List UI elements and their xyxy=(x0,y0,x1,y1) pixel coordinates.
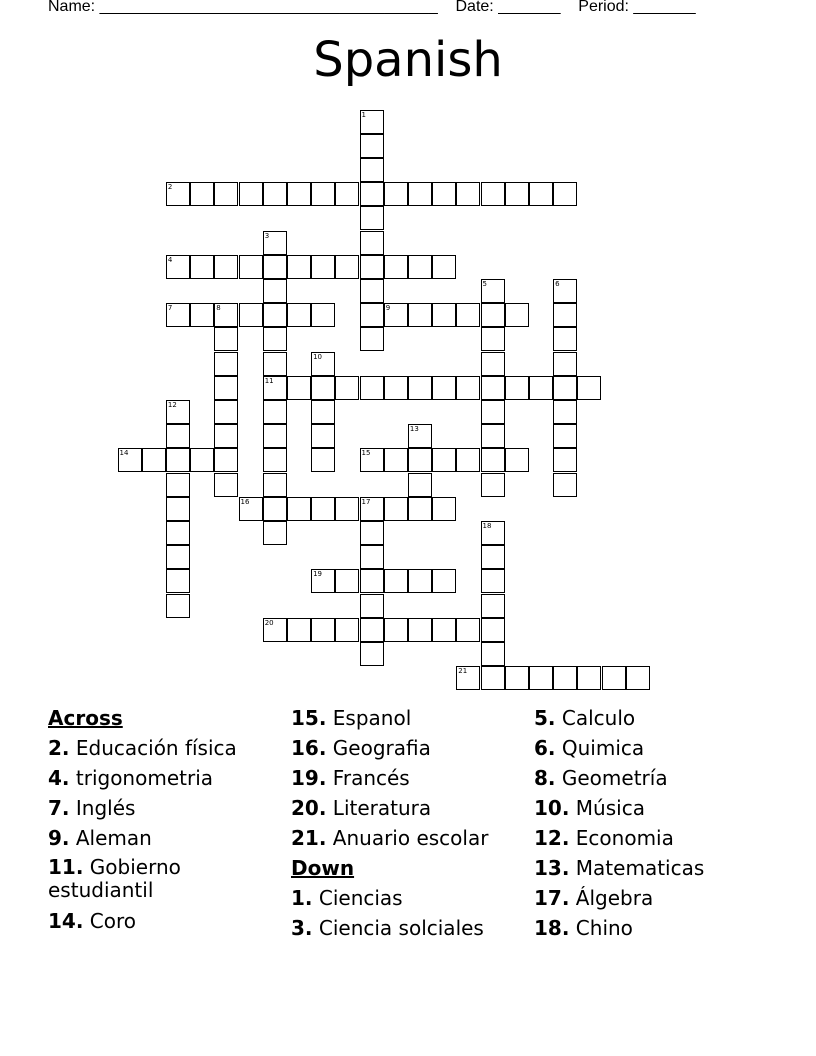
clue-across-21: 21. Anuario escolar xyxy=(291,826,489,850)
grid-cell[interactable] xyxy=(214,327,238,351)
grid-cell[interactable] xyxy=(456,448,480,472)
grid-cell[interactable] xyxy=(360,231,384,255)
grid-cell[interactable] xyxy=(408,569,432,593)
grid-cell[interactable] xyxy=(456,182,480,206)
grid-cell[interactable] xyxy=(456,618,480,642)
clue-number: 8 xyxy=(216,304,221,313)
grid-cell[interactable] xyxy=(432,497,456,521)
grid-cell[interactable] xyxy=(263,473,287,497)
across-heading: Across xyxy=(48,706,123,730)
grid-cell[interactable] xyxy=(360,279,384,303)
grid-cell[interactable] xyxy=(311,448,335,472)
period-field[interactable]: Period: _______ xyxy=(578,0,696,15)
grid-cell[interactable] xyxy=(408,255,432,279)
grid-cell[interactable] xyxy=(553,303,577,327)
clue-number: 5 xyxy=(482,279,487,288)
clue-number: 3 xyxy=(264,231,270,240)
grid-cell[interactable] xyxy=(360,110,384,134)
grid-cell[interactable] xyxy=(335,618,359,642)
grid-cell[interactable] xyxy=(481,448,505,472)
grid-cell[interactable] xyxy=(481,376,505,400)
grid-cell[interactable] xyxy=(214,376,238,400)
grid-cell[interactable] xyxy=(481,400,505,424)
clue-number: 20 xyxy=(264,618,274,627)
grid-cell[interactable] xyxy=(263,182,287,206)
grid-cell[interactable] xyxy=(505,376,529,400)
down-heading: Down xyxy=(291,856,355,880)
grid-cell[interactable] xyxy=(481,642,505,666)
clue-down-18: 18. Chino xyxy=(534,916,633,940)
grid-cell[interactable] xyxy=(287,497,311,521)
clue-number: 13 xyxy=(409,425,419,434)
grid-cell[interactable] xyxy=(287,376,311,400)
grid-cell[interactable] xyxy=(553,279,577,303)
grid-cell[interactable] xyxy=(553,400,577,424)
grid-cell[interactable] xyxy=(360,255,384,279)
grid-cell[interactable] xyxy=(166,424,190,448)
grid-cell[interactable] xyxy=(481,473,505,497)
clue-across-15: 15. Espanol xyxy=(291,706,412,730)
grid-cell[interactable] xyxy=(263,521,287,545)
grid-cell[interactable] xyxy=(311,497,335,521)
grid-cell[interactable] xyxy=(263,376,287,400)
grid-cell[interactable] xyxy=(214,255,238,279)
grid-cell[interactable] xyxy=(214,182,238,206)
grid-cell[interactable] xyxy=(384,497,408,521)
grid-cell[interactable] xyxy=(263,618,287,642)
grid-cell[interactable] xyxy=(360,134,384,158)
grid-cell[interactable] xyxy=(287,618,311,642)
grid-cell[interactable] xyxy=(360,182,384,206)
grid-cell[interactable] xyxy=(529,666,553,690)
grid-cell[interactable] xyxy=(602,666,626,690)
grid-cell[interactable] xyxy=(263,255,287,279)
grid-cell[interactable] xyxy=(505,666,529,690)
grid-cell[interactable] xyxy=(335,569,359,593)
grid-cell[interactable] xyxy=(481,327,505,351)
grid-cell[interactable] xyxy=(239,497,263,521)
grid-cell[interactable] xyxy=(166,255,190,279)
grid-cell[interactable] xyxy=(432,376,456,400)
clue-number: 16 xyxy=(240,497,250,506)
grid-cell[interactable] xyxy=(360,376,384,400)
clue-down-10: 10. Música xyxy=(534,796,645,820)
grid-cell[interactable] xyxy=(335,182,359,206)
grid-cell[interactable] xyxy=(408,448,432,472)
grid-cell[interactable] xyxy=(360,327,384,351)
grid-cell[interactable] xyxy=(360,545,384,569)
clue-across-19: 19. Francés xyxy=(291,766,410,790)
grid-cell[interactable] xyxy=(432,448,456,472)
clue-down-8: 8. Geometría xyxy=(534,766,668,790)
clue-down-13: 13. Matematicas xyxy=(534,856,705,880)
grid-cell[interactable] xyxy=(384,182,408,206)
grid-cell[interactable] xyxy=(408,424,432,448)
grid-cell[interactable] xyxy=(287,255,311,279)
grid-cell[interactable] xyxy=(166,448,190,472)
grid-cell[interactable] xyxy=(263,279,287,303)
clue-across-7: 7. Inglés xyxy=(48,796,136,820)
clue-across-11: 11. Gobierno estudiantil xyxy=(48,855,181,902)
clue-number: 2 xyxy=(167,183,173,192)
clue-number: 19 xyxy=(313,570,323,579)
clue-number: 12 xyxy=(167,400,177,409)
grid-cell[interactable] xyxy=(263,231,287,255)
grid-cell[interactable] xyxy=(190,182,214,206)
grid-cell[interactable] xyxy=(142,448,166,472)
grid-cell[interactable] xyxy=(311,182,335,206)
grid-cell[interactable] xyxy=(263,400,287,424)
grid-cell[interactable] xyxy=(166,569,190,593)
grid-cell[interactable] xyxy=(166,594,190,618)
page-title: Spanish xyxy=(313,32,503,88)
clue-number: 10 xyxy=(313,352,323,361)
grid-cell[interactable] xyxy=(553,352,577,376)
clue-number: 21 xyxy=(458,667,468,676)
grid-cell[interactable] xyxy=(214,424,238,448)
grid-cell[interactable] xyxy=(214,400,238,424)
grid-cell[interactable] xyxy=(190,303,214,327)
grid-cell[interactable] xyxy=(553,424,577,448)
grid-cell[interactable] xyxy=(577,666,601,690)
grid-cell[interactable] xyxy=(456,303,480,327)
grid-cell[interactable] xyxy=(335,376,359,400)
grid-cell[interactable] xyxy=(408,473,432,497)
grid-cell[interactable] xyxy=(384,618,408,642)
grid-cell[interactable] xyxy=(166,182,190,206)
grid-cell[interactable] xyxy=(166,497,190,521)
grid-cell[interactable] xyxy=(360,206,384,230)
grid-cell[interactable] xyxy=(553,473,577,497)
grid-cell[interactable] xyxy=(360,618,384,642)
grid-cell[interactable] xyxy=(214,352,238,376)
grid-cell[interactable] xyxy=(481,182,505,206)
grid-cell[interactable] xyxy=(481,352,505,376)
clue-down-5: 5. Calculo xyxy=(534,706,636,730)
clue-number: 14 xyxy=(119,449,129,458)
grid-cell[interactable] xyxy=(505,182,529,206)
grid-cell[interactable] xyxy=(408,618,432,642)
grid-cell[interactable] xyxy=(263,327,287,351)
grid-cell[interactable] xyxy=(311,424,335,448)
grid-cell[interactable] xyxy=(432,255,456,279)
grid-cell[interactable] xyxy=(239,255,263,279)
grid-cell[interactable] xyxy=(481,521,505,545)
name-field[interactable]: Name: ______________________________________ xyxy=(48,0,438,15)
grid-cell[interactable] xyxy=(481,594,505,618)
grid-cell[interactable] xyxy=(529,376,553,400)
grid-cell[interactable] xyxy=(311,255,335,279)
grid-cell[interactable] xyxy=(432,182,456,206)
grid-cell[interactable] xyxy=(166,400,190,424)
grid-cell[interactable] xyxy=(553,376,577,400)
clue-column-1 xyxy=(48,703,278,936)
clue-number: 7 xyxy=(167,304,173,313)
grid-cell[interactable] xyxy=(214,448,238,472)
grid-cell[interactable] xyxy=(311,376,335,400)
grid-cell[interactable] xyxy=(360,497,384,521)
clue-across-14: 14. Coro xyxy=(48,909,137,933)
grid-cell[interactable] xyxy=(263,303,287,327)
grid-cell[interactable] xyxy=(360,158,384,182)
clue-across-9: 9. Aleman xyxy=(48,826,152,850)
clue-down-3: 3. Ciencia solciales xyxy=(291,916,484,940)
grid-cell[interactable] xyxy=(214,303,238,327)
grid-cell[interactable] xyxy=(408,376,432,400)
grid-cell[interactable] xyxy=(190,448,214,472)
grid-cell[interactable] xyxy=(287,182,311,206)
clue-down-1: 1. Ciencias xyxy=(291,886,403,910)
grid-cell[interactable] xyxy=(166,545,190,569)
grid-cell[interactable] xyxy=(384,303,408,327)
clue-across-16: 16. Geografia xyxy=(291,736,431,760)
grid-cell[interactable] xyxy=(626,666,650,690)
grid-cell[interactable] xyxy=(360,448,384,472)
clue-number: 17 xyxy=(361,497,371,506)
clue-down-12: 12. Economia xyxy=(534,826,674,850)
grid-cell[interactable] xyxy=(311,569,335,593)
grid-cell[interactable] xyxy=(239,182,263,206)
date-field[interactable]: Date: _______ xyxy=(455,0,561,15)
grid-cell[interactable] xyxy=(263,424,287,448)
grid-cell[interactable] xyxy=(360,521,384,545)
grid-cell[interactable] xyxy=(263,352,287,376)
clue-number: 1 xyxy=(361,110,366,119)
grid-cell[interactable] xyxy=(481,424,505,448)
grid-cell[interactable] xyxy=(384,255,408,279)
grid-cell[interactable] xyxy=(118,448,142,472)
grid-cell[interactable] xyxy=(553,666,577,690)
grid-cell[interactable] xyxy=(481,303,505,327)
grid-cell[interactable] xyxy=(481,569,505,593)
clue-across-20: 20. Literatura xyxy=(291,796,432,820)
grid-cell[interactable] xyxy=(553,448,577,472)
grid-cell[interactable] xyxy=(553,182,577,206)
worksheet-header xyxy=(48,0,696,16)
grid-cell[interactable] xyxy=(166,473,190,497)
grid-cell[interactable] xyxy=(311,303,335,327)
grid-cell[interactable] xyxy=(360,303,384,327)
grid-cell[interactable] xyxy=(408,303,432,327)
grid-cell[interactable] xyxy=(335,497,359,521)
grid-cell[interactable] xyxy=(481,618,505,642)
grid-cell[interactable] xyxy=(432,303,456,327)
grid-cell[interactable] xyxy=(263,448,287,472)
grid-cell[interactable] xyxy=(529,182,553,206)
clue-number: 6 xyxy=(555,279,560,288)
grid-cell[interactable] xyxy=(432,569,456,593)
grid-cell[interactable] xyxy=(481,666,505,690)
grid-cell[interactable] xyxy=(384,376,408,400)
grid-cell[interactable] xyxy=(360,569,384,593)
grid-cell[interactable] xyxy=(505,448,529,472)
grid-cell[interactable] xyxy=(166,303,190,327)
clue-number: 4 xyxy=(167,255,173,264)
clue-number: 18 xyxy=(482,521,492,530)
grid-cell[interactable] xyxy=(481,279,505,303)
clue-number: 9 xyxy=(385,304,391,313)
clue-number: 15 xyxy=(361,449,371,458)
grid-cell[interactable] xyxy=(190,255,214,279)
clue-number: 11 xyxy=(264,376,274,385)
grid-cell[interactable] xyxy=(432,618,456,642)
grid-cell[interactable] xyxy=(408,182,432,206)
grid-cell[interactable] xyxy=(311,400,335,424)
grid-cell[interactable] xyxy=(360,642,384,666)
grid-cell[interactable] xyxy=(577,376,601,400)
grid-cell[interactable] xyxy=(311,352,335,376)
grid-cell[interactable] xyxy=(456,376,480,400)
grid-cell[interactable] xyxy=(456,666,480,690)
grid-cell[interactable] xyxy=(360,594,384,618)
clue-column-3 xyxy=(534,703,774,943)
grid-cell[interactable] xyxy=(263,497,287,521)
grid-cell[interactable] xyxy=(384,448,408,472)
clue-across-4: 4. trigonometria xyxy=(48,766,214,790)
grid-cell[interactable] xyxy=(239,303,263,327)
clue-column-2 xyxy=(291,703,526,943)
clue-down-6: 6. Quimica xyxy=(534,736,645,760)
clue-across-2: 2. Educación física xyxy=(48,736,237,760)
grid-cell[interactable] xyxy=(408,497,432,521)
grid-cell[interactable] xyxy=(505,303,529,327)
grid-cell[interactable] xyxy=(384,569,408,593)
grid-cell[interactable] xyxy=(287,303,311,327)
grid-cell[interactable] xyxy=(311,618,335,642)
clue-down-17: 17. Álgebra xyxy=(534,886,654,910)
grid-cell[interactable] xyxy=(214,473,238,497)
grid-cell[interactable] xyxy=(335,255,359,279)
grid-cell[interactable] xyxy=(553,327,577,351)
grid-cell[interactable] xyxy=(166,521,190,545)
grid-cell[interactable] xyxy=(481,545,505,569)
